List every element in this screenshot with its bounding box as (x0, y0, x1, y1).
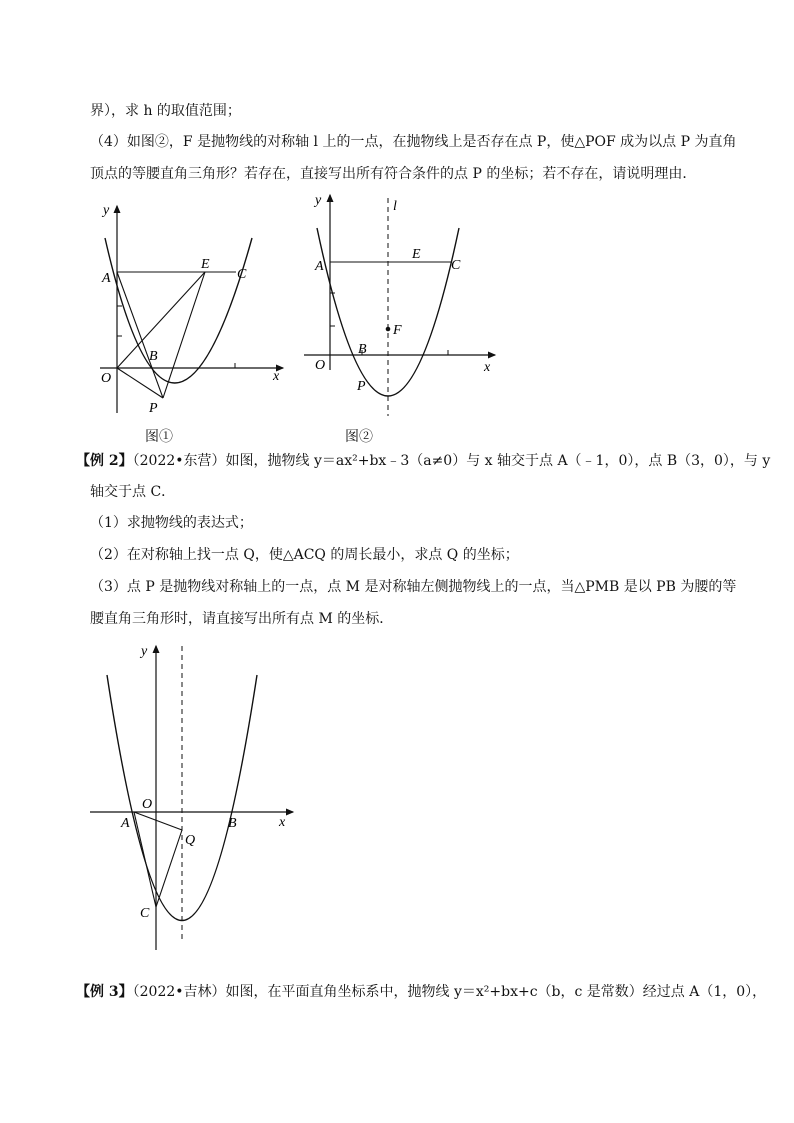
example-3-tag: 【例 3】 (76, 984, 133, 1000)
segment-QC (156, 830, 182, 907)
label-B: B (358, 342, 367, 357)
label-O: O (101, 371, 112, 386)
text-question-4-line1: （4）如图②，F 是抛物线的对称轴 l 上的一点，在抛物线上是否存在点 P，使△POF 成为以点 P 为直角 (90, 134, 737, 150)
y-ticks (117, 306, 122, 336)
label-y: y (141, 644, 148, 659)
example-2-stem: （2022•东营）如图，抛物线 y＝ax²+bx﹣3（a≠0）与 x 轴交于点 A（﹣1，0），点 B（3，0），与 y (132, 453, 771, 469)
label-x: x (484, 360, 491, 375)
figure-2-caption: 图② (345, 429, 373, 445)
segment-AP (117, 272, 163, 398)
example-2-heading (76, 451, 770, 471)
label-x: x (273, 369, 280, 384)
text-line-1: 界），求 h 的取值范围； (90, 103, 241, 119)
label-E: E (412, 247, 421, 262)
label-B: B (228, 816, 237, 831)
label-O: O (315, 358, 326, 373)
label-y: y (315, 193, 322, 208)
point-F (386, 327, 391, 332)
axes (304, 195, 495, 370)
label-O: O (142, 797, 153, 812)
segment-EP (163, 272, 205, 398)
figure-3 (85, 640, 305, 960)
segment-AQ (134, 812, 182, 830)
label-A: A (315, 259, 324, 274)
segment-AC (134, 812, 156, 907)
label-A: A (102, 271, 111, 286)
example-3-heading (76, 982, 766, 1002)
label-Q: Q (185, 833, 196, 848)
label-A: A (121, 816, 130, 831)
text-question-4-line2: 顶点的等腰直角三角形？若存在，直接写出所有符合条件的点 P 的坐标；若不存在，请说明理由． (90, 166, 697, 182)
axes (90, 646, 293, 950)
label-y: y (103, 203, 110, 218)
label-P: P (357, 379, 366, 394)
figure-1-caption: 图① (145, 429, 173, 445)
figure-1 (95, 198, 295, 423)
label-x: x (279, 815, 286, 830)
example-2-tag: 【例 2】 (76, 453, 133, 469)
axes (100, 206, 283, 413)
label-C: C (451, 258, 461, 273)
label-E: E (201, 257, 210, 272)
example-2-q2: （2）在对称轴上找一点 Q，使△ACQ 的周长最小，求点 Q 的坐标； (90, 547, 519, 563)
example-3-stem: （2022•吉林）如图，在平面直角坐标系中，抛物线 y＝x²+bx+c（b，c 是常数）经过点 A（1，0）， (132, 984, 767, 1000)
example-2-q3-line2: 腰直角三角形时，请直接写出所有点 M 的坐标． (90, 611, 394, 627)
label-B: B (149, 349, 158, 364)
label-C: C (237, 267, 247, 282)
label-F: F (393, 323, 402, 338)
figure-2 (300, 188, 505, 418)
label-l: l (393, 199, 397, 214)
label-P: P (149, 401, 158, 416)
segment-OE (117, 272, 205, 368)
example-2-q1: （1）求抛物线的表达式； (90, 515, 253, 531)
parabola (105, 238, 252, 383)
example-2-line2: 轴交于点 C． (90, 484, 176, 500)
example-2-q3-line1: （3）点 P 是抛物线对称轴上的一点，点 M 是对称轴左侧抛物线上的一点，当△PMB 是以 PB 为腰的等 (90, 579, 737, 595)
x-ticks (362, 350, 448, 355)
label-C: C (140, 906, 150, 921)
